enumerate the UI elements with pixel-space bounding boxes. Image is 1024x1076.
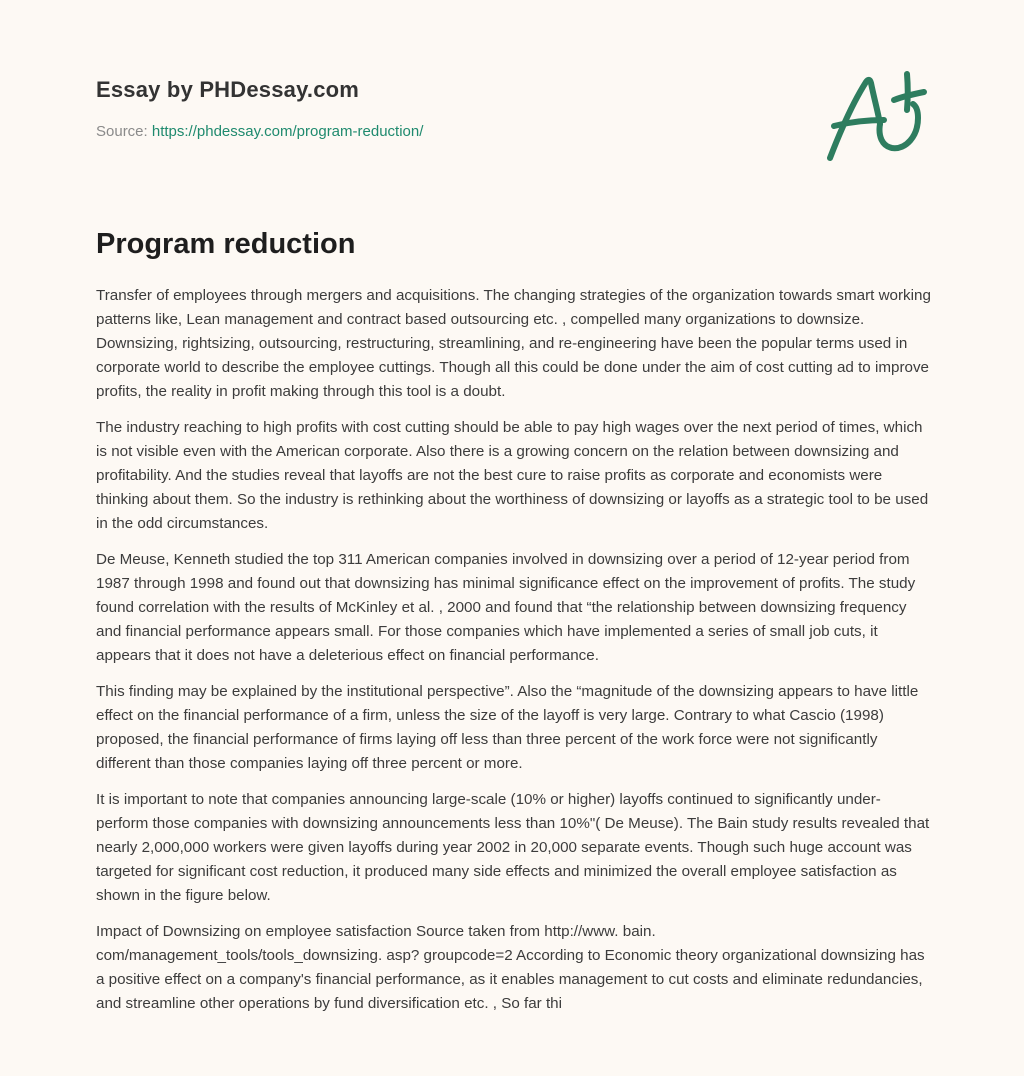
paragraph: De Meuse, Kenneth studied the top 311 American companies involved in downsizing over a period of 12-year period from 1987 through 1998 and found out that downsizing has minimal significance effect on the improvement of profits. The study found correlation with the results of McKinley et al. , 2000 and found that “the relationship between downsizing frequency and financial performance appears small. For those companies which have implemented a series of small job cuts, it appears that it does not have a deleterious effect on financial performance. xyxy=(96,551,916,664)
source-link[interactable]: https://phdessay.com/program-reduction/ xyxy=(151,123,424,140)
paragraph: Impact of Downsizing on employee satisfaction Source taken from http://www. bain. com/management_tools/tools_downsizing. asp? groupcode=2 According to Economic theory organizational downsizing has a positive effect on a company's financial performance, as it enables management to cut costs and eliminate redundancies, and streamline other operations by fund diversification etc. , So far thi xyxy=(96,923,925,1012)
article-body xyxy=(96,284,932,1028)
paragraph: Transfer of employees through mergers and acquisitions. The changing strategies of the organization towards smart working patterns like, Lean management and contract based outsourcing etc. , compelled many organizations to downsize. Downsizing, rightsizing, outsourcing, restructuring, streamlining, and re-engineering have been the popular terms used in corporate world to describe the employee cuttings. Though all this could be done under the aim of cost cutting ad to improve profits, the reality in profit making through this tool is a doubt. xyxy=(96,287,931,400)
source-label: Source: xyxy=(96,123,148,140)
page-title: Program reduction xyxy=(96,228,356,260)
source-line xyxy=(96,122,928,142)
site-title: Essay by PHDessay.com xyxy=(96,77,360,102)
paragraph: The industry reaching to high profits with cost cutting should be able to pay high wages over the next period of times, which is not visible even with the American corporate. Also there is a growing concern on the relation between downsizing and profitability. And the studies reveal that layoffs are not the best cure to raise profits as corporate and economists were thinking about them. So the industry is rethinking about the worthiness of downsizing or layoffs as a strategic tool to be used in the odd circumstances. xyxy=(96,419,929,532)
essay-header xyxy=(96,74,928,142)
paragraph: It is important to note that companies announcing large-scale (10% or higher) layoffs continued to significantly under-perform those companies with downsizing announcements less than 10%"( De Meuse). The Bain study results revealed that nearly 2,000,000 workers were given layoffs during year 2002 in 20,000 separate events. Though such huge account was targeted for significant cost reduction, it produced many side effects and minimized the overall employee satisfaction as shown in the figure below. xyxy=(96,791,930,904)
a-plus-grade-icon xyxy=(820,64,930,168)
paragraph: This finding may be explained by the institutional perspective”. Also the “magnitude of the downsizing appears to have little effect on the financial performance of a firm, unless the size of the layoff is very large. Contrary to what Cascio (1998) proposed, the financial performance of firms laying off less than three percent of the work force were not significantly different than those companies laying off three percent or more. xyxy=(96,683,919,772)
